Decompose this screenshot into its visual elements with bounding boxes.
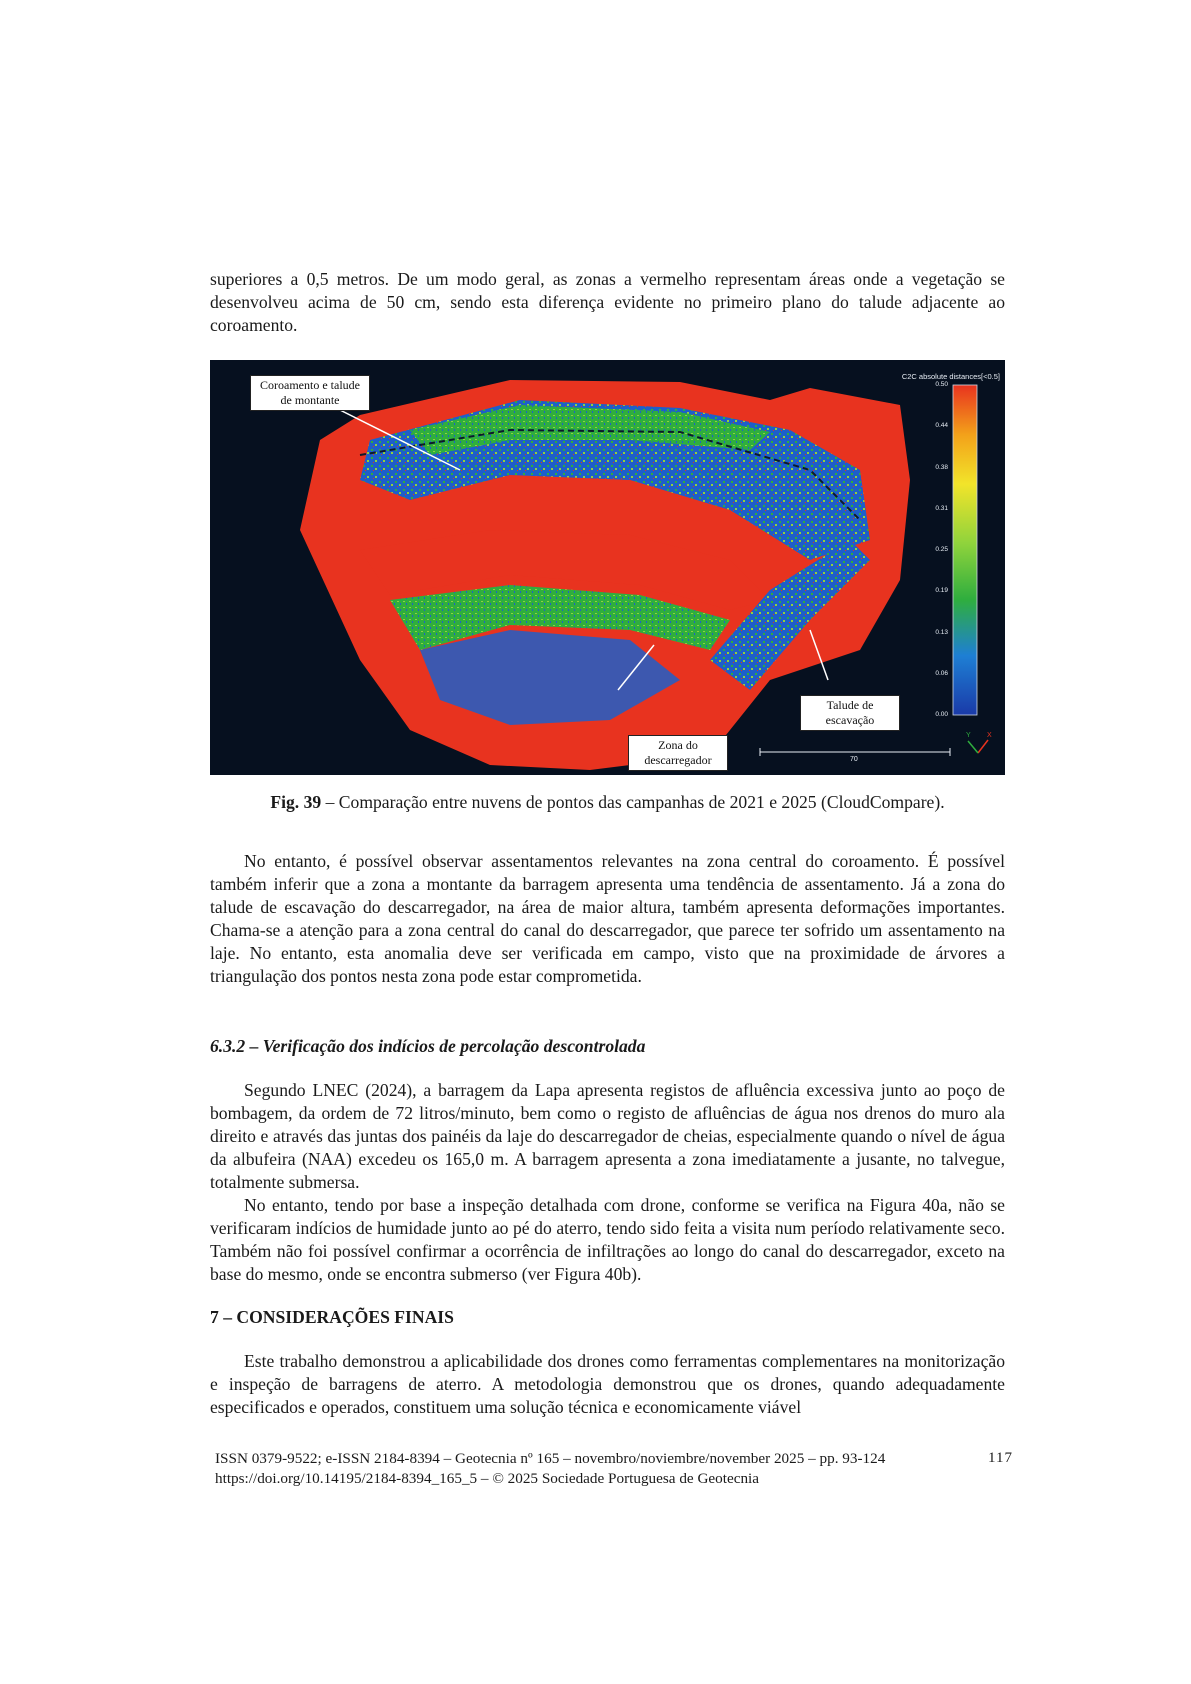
paragraph-1	[210, 850, 1005, 988]
callout-spillway: Zona do descarregador	[628, 735, 728, 771]
page-number: 117	[988, 1450, 1013, 1466]
section-heading-7-text: 7 – CONSIDERAÇÕES FINAIS	[210, 1307, 454, 1327]
callout-crest: Coroamento e talude de montante	[250, 375, 370, 411]
section-heading-632-text: 6.3.2 – Verificação dos indícios de percolação descontrolada	[210, 1036, 646, 1056]
paragraph-intro	[210, 268, 1005, 337]
colorbar-tick: 0.31	[935, 504, 948, 512]
colorbar-tick: 0.00	[935, 711, 948, 718]
caption-text: – Comparação entre nuvens de pontos das campanhas de 2021 e 2025 (CloudCompare).	[321, 792, 945, 812]
figure-caption	[210, 791, 1005, 814]
colorbar-title: C2C absolute distances[<0.5]	[901, 372, 1000, 381]
paragraph-3	[210, 1194, 1005, 1286]
paragraph-3-text: No entanto, tendo por base a inspeção detalhada com drone, conforme se verifica na Figura 40a, não se verificaram indícios de humidade junto ao pé do aterro, tendo sido feita a visita num período relativamente seco. Também não foi possível confirmar a ocorrência de infiltrações ao longo do canal do descarregador, exceto na base do mesmo, onde se encontra submerso (ver Figura 40b).	[210, 1195, 1005, 1284]
caption-label: Fig. 39	[270, 792, 322, 812]
scalebar-label: 70	[850, 756, 858, 763]
colorbar-tick: 0.25	[935, 546, 948, 553]
colorbar-tick: 0.19	[935, 587, 948, 595]
colorbar-tick: 0.13	[935, 628, 948, 636]
section-heading-7	[210, 1307, 1005, 1328]
callout-excavation-slope: Talude de escavação	[800, 695, 900, 731]
colorbar	[953, 385, 977, 715]
colorbar-tick: 0.44	[935, 422, 948, 430]
paragraph-4-text: Este trabalho demonstrou a aplicabilidade dos drones como ferramentas complementares na monitorização e inspeção de barragens de aterro. A metodologia demonstrou que os drones, quando adequadamente especificados e operados, constituem uma solução técnica e economicamente viável	[210, 1351, 1005, 1417]
figure-point-cloud-comparison	[210, 360, 1005, 775]
paragraph-2	[210, 1079, 1005, 1194]
paragraph-intro-text: superiores a 0,5 metros. De um modo geral, as zonas a vermelho representam áreas onde a vegetação se desenvolveu acima de 50 cm, sendo esta diferença evidente no primeiro plano do talude adjacente ao coroamento.	[210, 269, 1005, 335]
paragraph-4	[210, 1350, 1005, 1419]
colorbar-tick: 0.50	[935, 381, 948, 388]
paragraph-1-text: No entanto, é possível observar assentamentos relevantes na zona central do coroamento. É possível também inferir que a zona a montante da barragem apresenta uma tendência de assentamento. Já a zona do talude de escavação do descarregador, na área de maior altura, também apresenta deformações importantes. Chama-se a atenção para a zona central do canal do descarregador, que parece ter sofrido um assentamento na laje. No entanto, esta anomalia deve ser verificada em campo, visto que na proximidade de árvores a triangulação dos pontos nesta zona pode estar comprometida.	[210, 851, 1005, 986]
footer-doi: https://doi.org/10.14195/2184-8394_165_5 – © 2025 Sociedade Portuguesa de Geotecnia	[215, 1470, 760, 1487]
paragraph-2-text: Segundo LNEC (2024), a barragem da Lapa apresenta registos de afluência excessiva junto ao poço de bombagem, da ordem de 72 litros/minuto, bem como o registo de afluências de água nos drenos do muro ala direito e através das juntas dos painéis da laje do descarregador de cheias, especialmente quando o nível de água da albufeira (NAA) excedeu os 165,0 m. A barragem apresenta a zona imediatamente a jusante, no talvegue, totalmente submersa.	[210, 1080, 1005, 1192]
section-heading-632	[210, 1036, 1005, 1057]
colorbar-tick: 0.38	[935, 463, 948, 471]
axis-y-label: Y	[966, 732, 971, 739]
axis-x-label: X	[987, 732, 992, 739]
footer	[215, 1449, 1015, 1489]
colorbar-tick: 0.06	[935, 669, 948, 677]
footer-issn: ISSN 0379-9522; e-ISSN 2184-8394 – Geotecnia nº 165 – novembro/noviembre/november 2025 – pp. 93-124	[215, 1450, 886, 1467]
